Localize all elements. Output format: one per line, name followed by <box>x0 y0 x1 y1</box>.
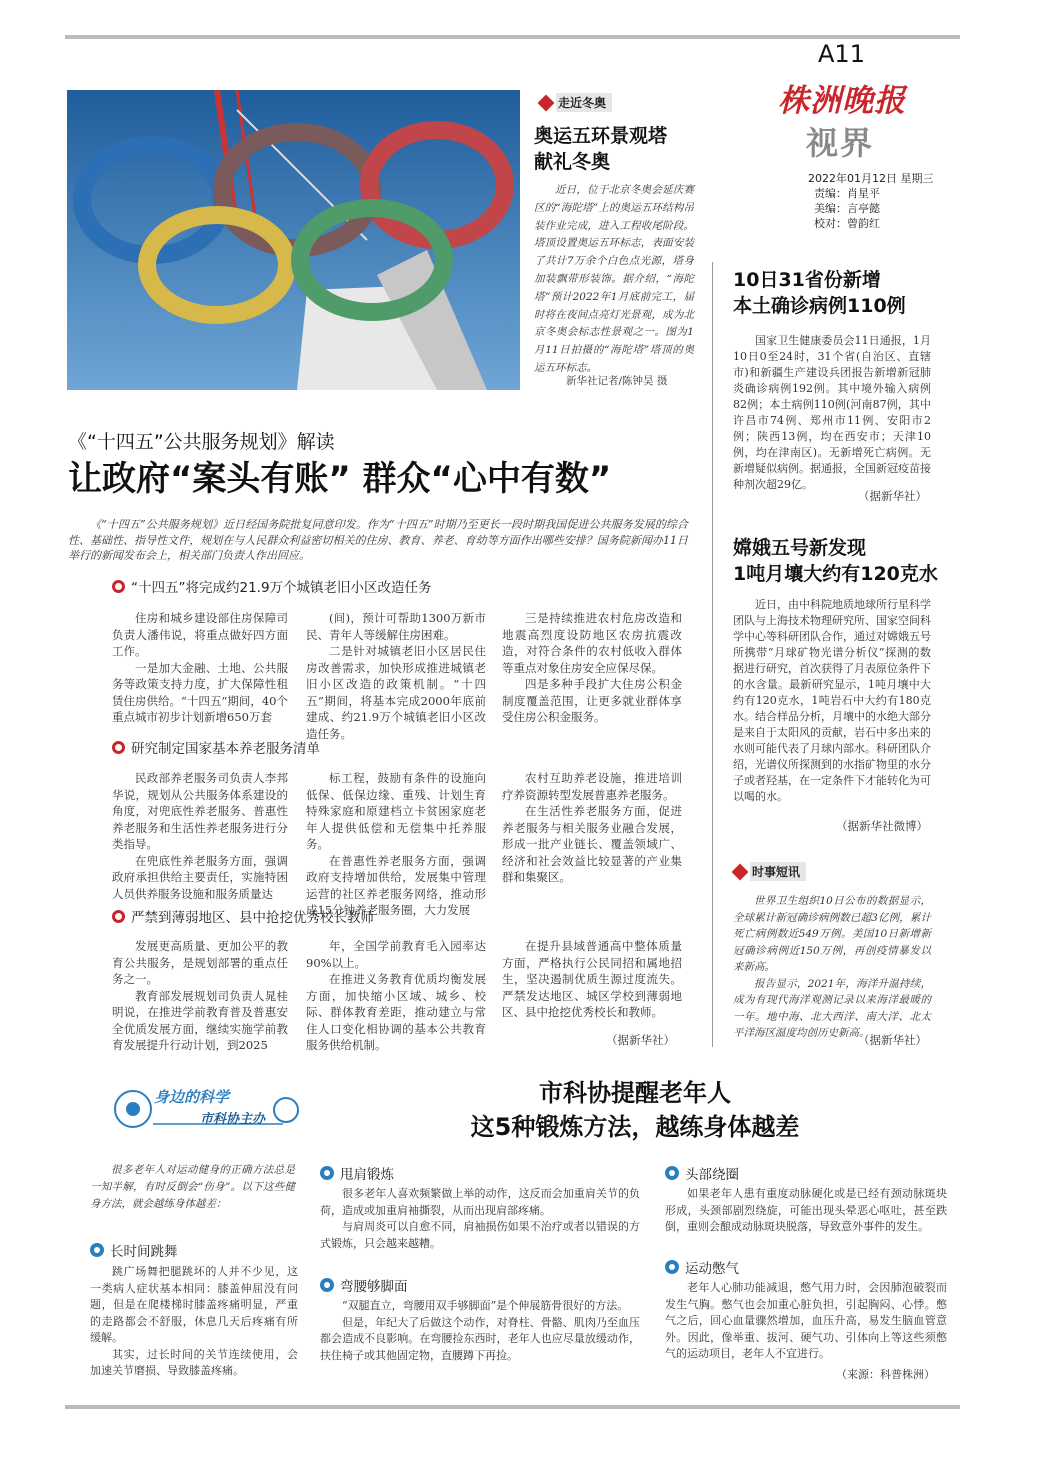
column-divider <box>712 262 713 1047</box>
section-housing-title: “十四五”将完成约21.9万个城镇老旧小区改造任务 <box>112 576 432 596</box>
proof-credit: 校对：曾韵红 <box>814 217 880 230</box>
main-kicker: 《“十四五”公共服务规划》解读 <box>68 431 335 453</box>
change5-source: （据新华社微博） <box>836 819 928 833</box>
ring-bullet-icon <box>112 741 125 754</box>
tag-news-brief: 时事短讯 <box>734 862 806 881</box>
science-headline: 市科协提醒老年人 这5种锻炼方法，越练身体越差 <box>470 1079 800 1141</box>
tip-shoulder-title: 甩肩锻炼 <box>320 1163 394 1183</box>
ring-bullet-icon <box>112 580 125 593</box>
main-lead: 《“十四五”公共服务规划》近日经国务院批复同意印发。作为“十四五”时期乃至更长一段时期我国促进公共服务发展的综合性、基础性、指导性文件，规划在与人民群众利益密切相关的住房、教育、养老、育幼等方面作出哪些安排？国务院新闻办11日举行的新闻发布会上，相关部门负责人作出回应。 <box>68 518 688 562</box>
main-source: （据新华社） <box>606 1033 675 1047</box>
paper-logo: 株洲晚报 <box>778 83 906 119</box>
tag-diamond-icon <box>732 863 749 880</box>
logo-subtitle: 市科协主办 <box>200 1112 266 1127</box>
section-title: 视界 <box>806 124 875 162</box>
page-number: A11 <box>818 40 865 68</box>
logo-title: 身边的科学 <box>154 1088 230 1106</box>
dot-bullet-icon <box>665 1260 679 1274</box>
dot-bullet-icon <box>320 1278 334 1292</box>
education-col-1: 发展更高质量、更加公平的教育公共服务，是规划部署的重点任务之一。 教育部发展规划司负责人晁桂明说，在推进学前教育普及普惠安全优质发展方面，继续实施学前教育发展提升行动计划，到2025 <box>112 939 288 1052</box>
tip-head-title: 头部绕圈 <box>665 1163 739 1183</box>
change5-headline: 嫦娥五号新发现 1吨月壤大约有120克水 <box>733 537 938 585</box>
issue-date: 2022年01月12日 星期三 <box>808 172 934 185</box>
dot-bullet-icon <box>90 1243 104 1257</box>
tip-bending-title: 弯腰够脚面 <box>320 1275 408 1295</box>
news-brief-body <box>733 893 931 1042</box>
covid-source: （据新华社） <box>858 489 927 503</box>
news-brief-item: 世界卫生组织10日公布的数据显示，全球累计新冠确诊病例数已超3亿例，累计死亡病例数近549万例。美国10日新增新冠确诊病例近150万例，再创疫情暴发以来新高。 <box>733 895 931 973</box>
tip-breath-body: 老年人心肺功能减退，憋气用力时，会因肺泡破裂而发生气胸。憋气也会加重心脏负担，引起胸闷、心悸。憋气之后，回心血量骤然增加，血压升高，易发生脑血管意外。因此，像举重、拔河、硬气功、引体向上等这些须憋气的运动项目，老年人不宜进行。 <box>665 1281 947 1360</box>
bottom-rule <box>65 1405 960 1409</box>
section-education-title: 严禁到薄弱地区、县中抢挖优秀校长教师 <box>112 906 374 926</box>
news-brief-item: 报告显示，2021年，海洋升温持续，成为有现代海洋观测记录以来海洋最暖的一年。地中海、北大西洋、南大洋、北太平洋海区温度均创历史新高。 <box>733 977 931 1039</box>
tip-bending-body: “双腿直立，弯腰用双手够脚面”是个伸展筋骨很好的方法。 但是，年纪大了后做这个动作，对脊柱、骨骼、肌肉乃至血压都会造成不良影响。在弯腰捡东西时，老年人也应尽量放缓动作，扶住椅子或其他固定物，直腰蹲下再捡。 <box>320 1299 640 1362</box>
education-col-3: 在提升县域普通高中整体质量方面，严格执行公民同招和属地招生，坚决遏制优质生源过度流失。严禁发达地区、城区学校到薄弱地区、县中抢挖优秀校长和教师。 <box>502 939 682 1019</box>
tip-dancing-title: 长时间跳舞 <box>90 1240 178 1260</box>
tag-winter-olympics: 走近冬奥 <box>540 93 612 112</box>
elderly-col-3: 农村互助养老设施，推进培训疗养资源转型发展普惠养老服务。 在生活性养老服务方面，促进养老服务与相关服务业融合发展，形成一批产业链长、覆盖领域广、经济和社会效益比较显著的产业集群和集聚区。 <box>502 771 682 884</box>
science-logo <box>108 1084 303 1134</box>
education-col-2: 年，全国学前教育毛入园率达90%以上。 在推进义务教育优质均衡发展方面，加快缩小区域、城乡、校际、群体教育差距，推动建立与常住人口变化相协调的基本公共教育服务供给机制。 <box>306 939 486 1052</box>
housing-col-1: 住房和城乡建设部住房保障司负责人潘伟说，将重点做好四方面工作。 一是加大金融、土地、公共服务等政策支持力度，扩大保障性租赁住房供给。“十四五”期间，40个重点城市初步计划新增650万套 <box>112 611 288 724</box>
tip-breath-title: 运动憋气 <box>665 1257 739 1277</box>
section-elderly-title: 研究制定国家基本养老服务清单 <box>112 737 320 757</box>
elderly-col-1: 民政部养老服务司负责人李邦华说，规划从公共服务体系建设的角度，对兜底性养老服务、普惠性养老服务和生活性养老服务进行分类指导。 在兜底性养老服务方面，强调政府承担供给主要责任，实施特困人员供养服务设施和服务质量达 <box>112 771 288 901</box>
photo-credit: 新华社记者/陈钟昊 摄 <box>566 375 668 387</box>
tip-dancing-body: 跳广场舞把腿跳坏的人并不少见，这一类病人症状基本相同：膝盖伸屈没有问题，但是在爬楼梯时膝盖疼痛明显，严重的走路都会不舒服，休息几天后疼痛有所缓解。 其实，过长时间的关节连续使用，会加速关节磨损、导致膝盖疼痛。 <box>90 1265 298 1377</box>
housing-col-2: (间)，预计可帮助1300万新市民、青年人等缓解住房困难。 二是针对城镇老旧小区居民住房改善需求，加快形成推进城镇老旧小区改造的政策机制。“十四五”期间，将基本完成2000年底前建成、约21.9万个城镇老旧小区改造任务。 <box>306 611 486 741</box>
covid-body: 国家卫生健康委员会11日通报，1月10日0至24时，31个省(自治区、直辖市)和新疆生产建设兵团报告新增新冠肺炎确诊病例192例。其中境外输入病例82例；本土病例110例(河南87例，其中许昌市74例、郑州市11例、安阳市2例；陕西13例，均在西安市；天津10例，均在津南区)。无新增死亡病例。无新增疑似病例。据通报，全国新冠疫苗接种剂次超29亿。 <box>733 334 931 491</box>
elderly-col-2: 标工程，鼓励有条件的设施向低保、低保边缘、重残、计划生育特殊家庭和原建档立卡贫困家庭老年人提供低偿和无偿集中托养服务。 在普惠性养老服务方面，强调政府支持增加供给，发展集中管理运营的社区养老服务网络，推动形成15分钟养老服务圈，大力发展 <box>306 771 486 917</box>
tip-shoulder-body: 很多老年人喜欢频繁做上举的动作，这反而会加重肩关节的负荷，造成或加重肩袖撕裂，从而出现肩部疼痛。 与肩周炎可以自愈不同，肩袖损伤如果不治疗或者以错误的方式锻炼，只会越来越糟。 <box>320 1187 640 1250</box>
designer-credit: 美编：言亭懿 <box>814 202 880 215</box>
photo-illustration <box>67 90 520 390</box>
dot-bullet-icon <box>320 1166 334 1180</box>
tag-diamond-icon <box>538 94 555 111</box>
housing-col-3: 三是持续推进农村危房改造和地震高烈度设防地区农房抗震改造，对符合条件的农村低收入群体等重点对象住房安全应保尽保。 四是多种手段扩大住房公积金制度覆盖范围，让更多就业群体享受住房公积金服务。 <box>502 611 682 724</box>
photo-story-title: 奥运五环景观塔 献礼冬奥 <box>534 125 668 173</box>
editor-credit: 责编：肖星平 <box>814 187 880 200</box>
news-brief-source: （据新华社） <box>858 1033 927 1047</box>
covid-headline: 10日31省份新增 本土确诊病例110例 <box>733 269 906 317</box>
top-rule <box>65 35 960 39</box>
main-headline: 让政府“案头有账” 群众“心中有数” <box>68 459 612 499</box>
tip-head-body: 如果老年人患有重度动脉硬化或是已经有颈动脉斑块形成，头颈部剧烈绕旋，可能出现头晕恶心呕吐，甚至跌倒，重则会酿成动脉斑块脱落，导致意外事件的发生。 <box>665 1187 947 1233</box>
change5-body: 近日，由中科院地质地球所行星科学团队与上海技术物理研究所、国家空间科学中心等科研团队合作，通过对嫦娥五号所携带“月球矿物光谱分析仪”探测的数据进行研究，首次获得了月表原位条件下的水含量。最新研究显示，1吨月壤中大约有120克水，1吨岩石中大约有180克水。结合样品分析，月壤中的水绝大部分是来自于太阳风的贡献，岩石中多出来的水则可能代表了月球内部水。科研团队介绍，光谱仪所探测到的水指矿物里的水分子或者羟基，在一定条件下才能转化为可以喝的水。 <box>733 598 931 803</box>
science-source: （来源：科普株洲） <box>836 1368 935 1381</box>
ring-bullet-icon <box>112 910 125 923</box>
olympic-rings-photo <box>67 90 520 390</box>
photo-story-body: 近日，位于北京冬奥会延庆赛区的“海陀塔”上的奥运五环结构吊装作业完成，进入工程收尾阶段。塔顶设置奥运五环标志，表面安装了共计7万余个白色点光源，塔身加装飘带形装饰。据介绍，“海陀塔”预计2022年1月底前完工，届时将在夜间点亮灯光景观，成为北京冬奥会标志性景观之一。图为1月11日拍摄的“海陀塔”塔顶的奥运五环标志。 <box>534 184 694 374</box>
dot-bullet-icon <box>665 1166 679 1180</box>
science-intro: 很多老年人对运动健身的正确方法总是一知半解，有时反倒会“伤身”。以下这些健身方法，就会越练身体越差： <box>90 1164 295 1210</box>
